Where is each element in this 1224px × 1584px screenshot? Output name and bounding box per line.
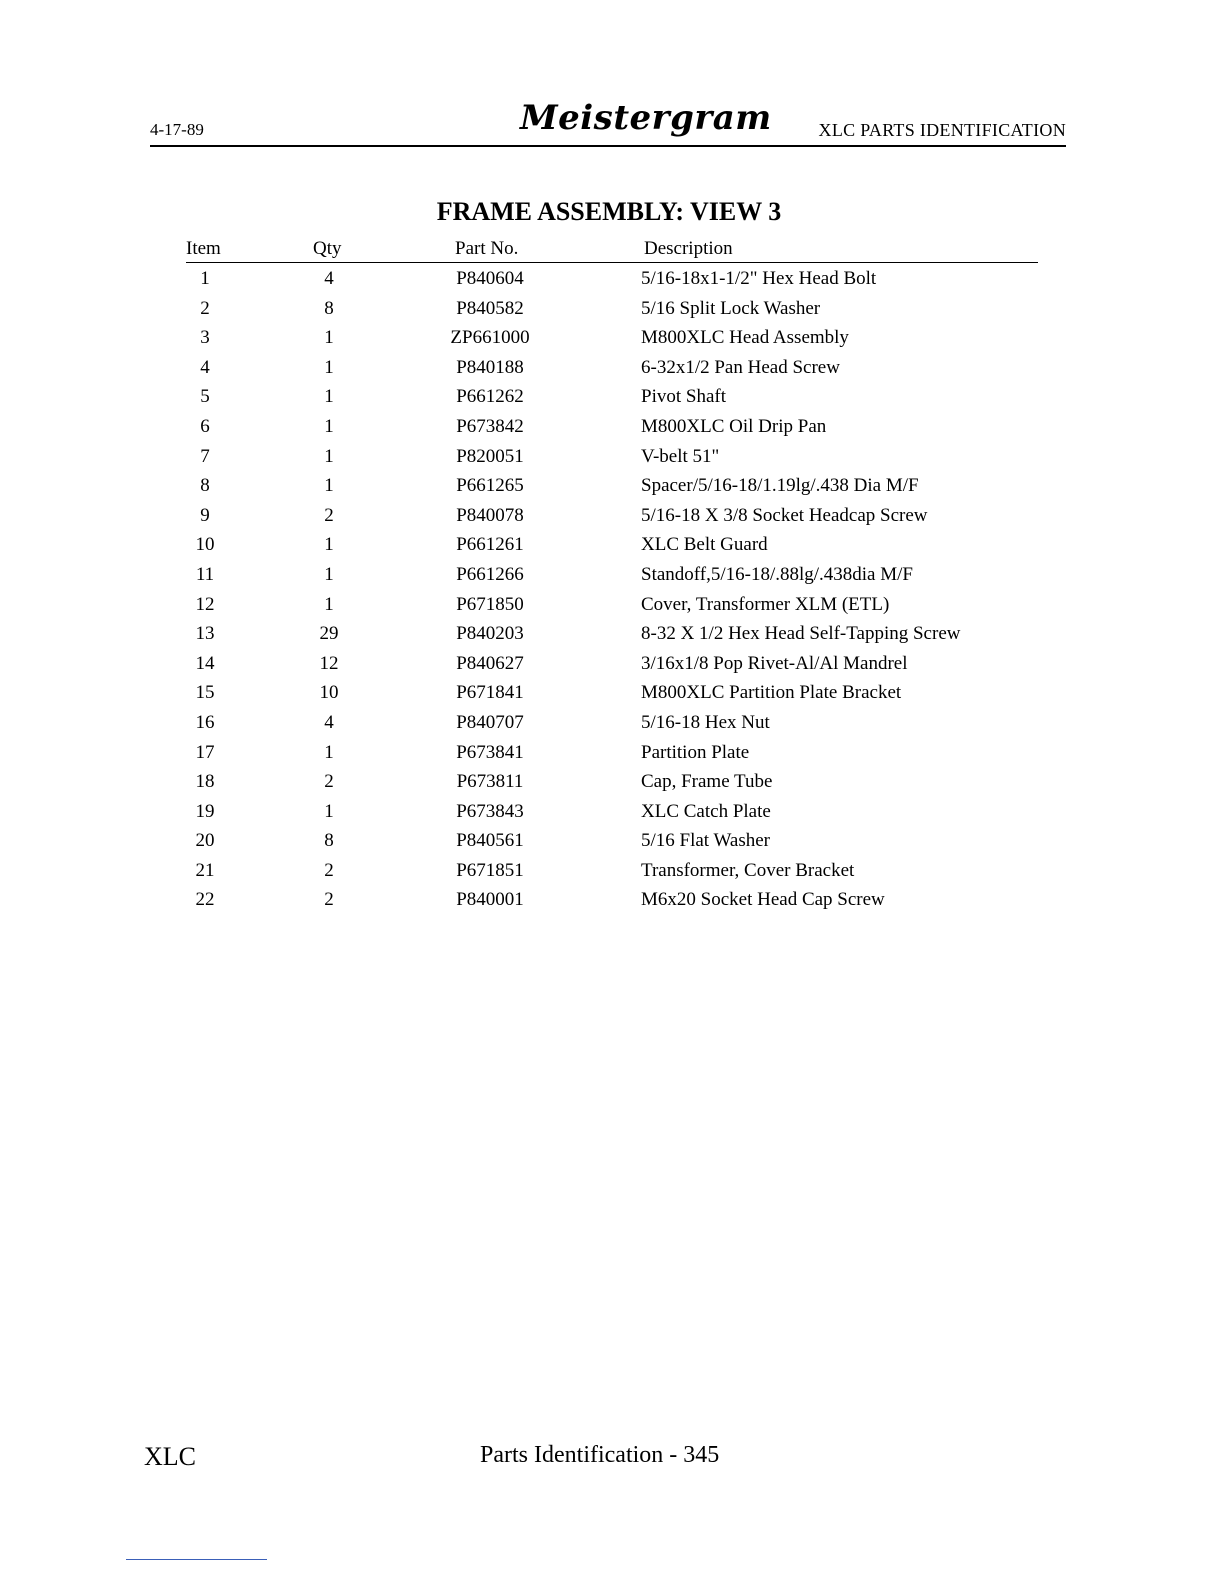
cell-item: 15 <box>195 682 215 704</box>
cell-item: 6 <box>200 415 210 437</box>
cell-qty: 1 <box>324 415 334 437</box>
cell-part-no: P840627 <box>456 652 524 674</box>
cell-item: 17 <box>195 741 215 763</box>
cell-part-no: P840188 <box>456 356 524 378</box>
cell-item: 19 <box>195 800 215 822</box>
column-header-item: Item <box>186 238 221 259</box>
cell-qty: 1 <box>324 386 334 408</box>
cell-item: 12 <box>195 593 215 615</box>
cell-qty: 10 <box>319 682 339 704</box>
cell-item: 2 <box>200 297 210 319</box>
cell-part-no: P673842 <box>456 415 524 437</box>
cell-item: 14 <box>195 652 215 674</box>
page-title: FRAME ASSEMBLY: VIEW 3 <box>436 197 782 226</box>
parts-table-body <box>0 266 1224 917</box>
table-row <box>0 828 1224 858</box>
cell-item: 22 <box>195 889 215 911</box>
cell-item: 10 <box>195 534 215 556</box>
cell-description: V-belt 51" <box>641 445 720 467</box>
cell-part-no: P671850 <box>456 593 524 615</box>
cell-part-no: P673811 <box>456 771 524 793</box>
cell-description: 5/16-18 X 3/8 Socket Headcap Screw <box>641 504 928 526</box>
cell-description: M800XLC Partition Plate Bracket <box>641 682 902 704</box>
header-date: 4-17-89 <box>150 120 204 139</box>
table-row <box>0 769 1224 799</box>
cell-item: 3 <box>200 327 210 349</box>
cell-qty: 8 <box>324 830 334 852</box>
cell-description: 3/16x1/8 Pop Rivet-Al/Al Mandrel <box>641 652 908 674</box>
cell-description: 5/16 Flat Washer <box>641 830 770 852</box>
cell-qty: 2 <box>324 889 334 911</box>
cell-qty: 2 <box>324 504 334 526</box>
cell-part-no: P673843 <box>456 800 524 822</box>
cell-description: Standoff,5/16-18/.88lg/.438dia M/F <box>641 563 913 585</box>
cell-qty: 8 <box>324 297 334 319</box>
cell-qty: 1 <box>324 327 334 349</box>
cell-part-no: P661266 <box>456 563 524 585</box>
cell-part-no: P840078 <box>456 504 524 526</box>
cell-item: 8 <box>200 475 210 497</box>
cell-description: Pivot Shaft <box>641 386 726 408</box>
table-row <box>0 887 1224 917</box>
cell-qty: 1 <box>324 356 334 378</box>
cell-part-no: P671851 <box>456 859 524 881</box>
column-header-part-no: Part No. <box>455 238 519 259</box>
table-row <box>0 621 1224 651</box>
cell-qty: 29 <box>319 623 339 645</box>
table-row <box>0 799 1224 829</box>
cell-qty: 4 <box>324 711 334 733</box>
cell-qty: 4 <box>324 268 334 289</box>
table-row <box>0 355 1224 385</box>
column-header-qty: Qty <box>313 238 342 259</box>
cell-part-no: P661265 <box>456 475 524 497</box>
cell-description: 5/16-18 Hex Nut <box>641 711 770 733</box>
cell-part-no: P673841 <box>456 741 524 763</box>
table-row <box>0 325 1224 355</box>
header-divider <box>150 145 1066 147</box>
table-row <box>0 414 1224 444</box>
cell-qty: 12 <box>319 652 339 674</box>
cell-part-no: P661262 <box>456 386 524 408</box>
table-row <box>0 296 1224 326</box>
cell-description: M800XLC Head Assembly <box>641 327 849 349</box>
cell-item: 1 <box>200 268 210 289</box>
table-row <box>0 740 1224 770</box>
brand-logo: Meistergram <box>520 98 772 138</box>
table-row <box>0 680 1224 710</box>
table-header-divider <box>186 262 1038 263</box>
table-row <box>0 473 1224 503</box>
cell-qty: 1 <box>324 800 334 822</box>
cell-part-no: P840604 <box>456 268 524 289</box>
cell-item: 20 <box>195 830 215 852</box>
cell-description: 8-32 X 1/2 Hex Head Self-Tapping Screw <box>641 623 961 645</box>
footer-model: XLC <box>144 1442 196 1471</box>
cell-part-no: P840561 <box>456 830 524 852</box>
cell-description: M800XLC Oil Drip Pan <box>641 415 827 437</box>
cell-item: 7 <box>200 445 210 467</box>
cell-description: Cap, Frame Tube <box>641 771 773 793</box>
cell-part-no: P820051 <box>456 445 524 467</box>
table-row <box>0 266 1224 296</box>
cell-description: Cover, Transformer XLM (ETL) <box>641 593 890 615</box>
cell-description: 5/16-18x1-1/2" Hex Head Bolt <box>641 268 877 289</box>
cell-description: Spacer/5/16-18/1.19lg/.438 Dia M/F <box>641 475 919 497</box>
cell-item: 13 <box>195 623 215 645</box>
cell-item: 18 <box>195 771 215 793</box>
column-header-description: Description <box>644 238 733 259</box>
table-row <box>0 562 1224 592</box>
table-row <box>0 384 1224 414</box>
table-row <box>0 592 1224 622</box>
table-row <box>0 858 1224 888</box>
cell-qty: 1 <box>324 445 334 467</box>
cell-part-no: P840203 <box>456 623 524 645</box>
cell-description: XLC Belt Guard <box>641 534 768 556</box>
cell-item: 9 <box>200 504 210 526</box>
cell-description: Partition Plate <box>641 741 750 763</box>
cell-item: 5 <box>200 386 210 408</box>
cell-item: 16 <box>195 711 215 733</box>
cell-description: M6x20 Socket Head Cap Screw <box>641 889 885 911</box>
table-row <box>0 651 1224 681</box>
cell-qty: 2 <box>324 859 334 881</box>
cell-part-no: ZP661000 <box>450 327 530 349</box>
cell-description: 6-32x1/2 Pan Head Screw <box>641 356 840 378</box>
cell-part-no: P661261 <box>456 534 524 556</box>
cell-item: 11 <box>195 563 215 585</box>
cell-qty: 1 <box>324 534 334 556</box>
cell-part-no: P840001 <box>456 889 524 911</box>
cell-item: 21 <box>195 859 215 881</box>
cell-qty: 1 <box>324 741 334 763</box>
cell-qty: 1 <box>324 563 334 585</box>
cell-item: 4 <box>200 356 210 378</box>
cell-description: 5/16 Split Lock Washer <box>641 297 821 319</box>
cell-qty: 1 <box>324 593 334 615</box>
table-row <box>0 503 1224 533</box>
cell-qty: 1 <box>324 475 334 497</box>
cell-description: Transformer, Cover Bracket <box>641 859 855 881</box>
cell-description: XLC Catch Plate <box>641 800 771 822</box>
table-row <box>0 710 1224 740</box>
footer-page-label: Parts Identification - 345 <box>480 1442 720 1468</box>
cell-qty: 2 <box>324 771 334 793</box>
cell-part-no: P671841 <box>456 682 524 704</box>
header-section-title: XLC PARTS IDENTIFICATION <box>818 120 1066 140</box>
cell-part-no: P840582 <box>456 297 524 319</box>
table-row <box>0 444 1224 474</box>
cell-part-no: P840707 <box>456 711 524 733</box>
table-row <box>0 532 1224 562</box>
footnote-divider <box>126 1559 267 1560</box>
